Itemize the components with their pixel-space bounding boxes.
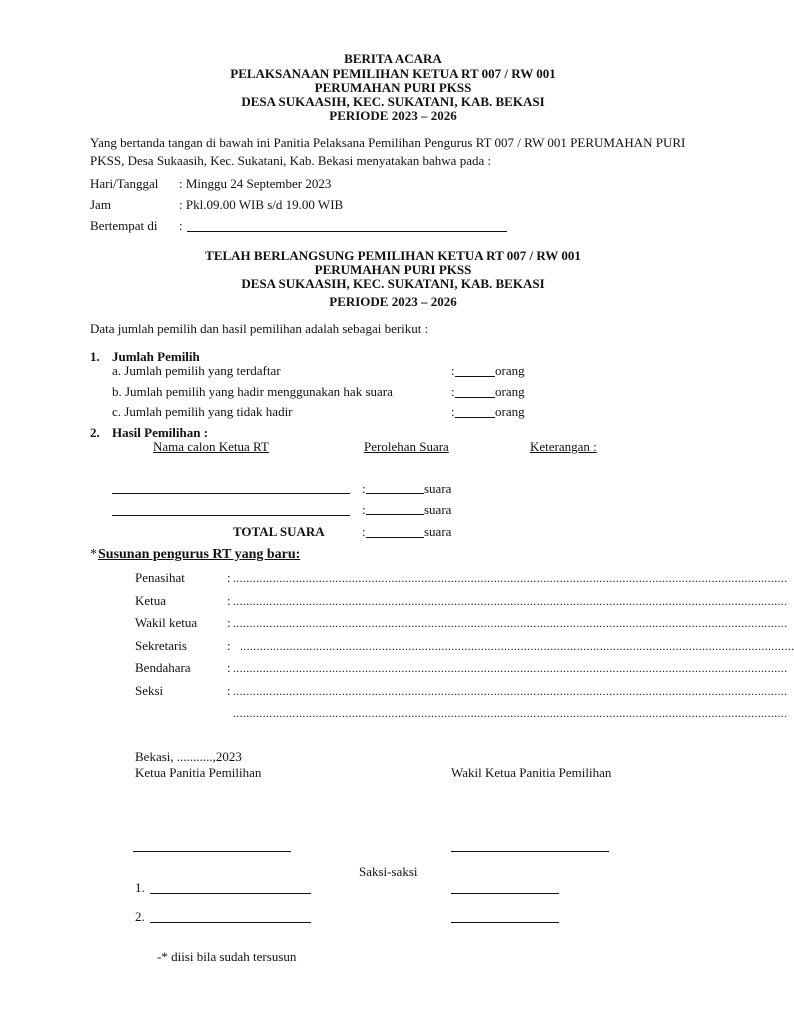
witness-title: Saksi-saksi	[359, 864, 418, 879]
witness-1-number: 1.	[135, 880, 145, 895]
place-colon: :	[179, 218, 183, 233]
role-penasihat: Penasihat	[135, 570, 185, 585]
role-penasihat-colon: :	[227, 570, 231, 585]
time-label: Jam	[90, 197, 111, 212]
absent-voters-unit: orang	[495, 404, 525, 419]
witness-1-right-line[interactable]	[451, 893, 559, 894]
candidate-2-name-blank[interactable]	[112, 515, 350, 516]
date-label: Hari/Tanggal	[90, 176, 159, 191]
section-2-title: Hasil Pemilihan :	[112, 425, 209, 440]
witness-2-left-line[interactable]	[150, 922, 311, 923]
total-votes-label: TOTAL SUARA	[233, 524, 325, 539]
candidate-2-unit: suara	[424, 502, 452, 517]
title-line-3: PERUMAHAN PURI PKSS	[314, 80, 472, 95]
present-voters-unit: orang	[495, 384, 525, 399]
present-voters-blank[interactable]	[455, 397, 495, 398]
place-date: Bekasi, ...........,2023	[135, 749, 242, 764]
role-ketua-dots[interactable]: ........................................................................................................................................................................	[233, 594, 788, 608]
subtitle-line-2: PERUMAHAN PURI PKSS	[314, 262, 472, 277]
data-intro: Data jumlah pemilih dan hasil pemilihan adalah sebagai berikut :	[90, 321, 429, 336]
role-wakil-ketua: Wakil ketua	[135, 615, 198, 630]
registered-voters-colon: :	[451, 363, 455, 378]
subtitle-line-4: PERIODE 2023 – 2026	[329, 294, 457, 309]
candidate-1-colon: :	[362, 481, 366, 496]
candidate-2-votes-blank[interactable]	[366, 514, 424, 515]
title-line-2: PELAKSANAAN PEMILIHAN KETUA RT 007 / RW 001	[230, 66, 556, 81]
footnote: -* diisi bila sudah tersusun	[157, 949, 297, 964]
role-wakil-ketua-dots[interactable]: ........................................................................................................................................................................	[233, 616, 788, 630]
intro-paragraph: Yang bertanda tangan di bawah ini Panitia Pelaksana Pemilihan Pengurus RT 007 / RW 001 PERUMAHAN PURI PKSS, Desa Sukaasih, Kec. Sukatani, Kab. Bekasi menyatakan bahwa pada :	[90, 135, 686, 168]
candidate-1-name-blank[interactable]	[112, 493, 350, 494]
absent-voters-blank[interactable]	[455, 417, 495, 418]
place-blank-line[interactable]	[187, 231, 507, 232]
total-votes-blank[interactable]	[366, 537, 424, 538]
total-votes-unit: suara	[424, 524, 452, 539]
absent-voters-colon: :	[451, 404, 455, 419]
role-ketua: Ketua	[135, 593, 167, 608]
col-candidate-name: Nama calon Ketua RT	[153, 439, 269, 454]
candidate-1-votes-blank[interactable]	[366, 493, 424, 494]
pengurus-marker: *	[90, 547, 97, 562]
absent-voters-label: c. Jumlah pemilih yang tidak hadir	[112, 404, 293, 419]
role-sekretaris-colon: :	[227, 638, 231, 653]
role-seksi-colon: :	[227, 683, 231, 698]
role-seksi: Seksi	[135, 683, 164, 698]
role-bendahara: Bendahara	[135, 660, 191, 675]
section-1-number: 1.	[90, 349, 100, 364]
section-1-title: Jumlah Pemilih	[112, 349, 200, 364]
witness-1-left-line[interactable]	[150, 893, 311, 894]
role-bendahara-colon: :	[227, 660, 231, 675]
total-votes-colon: :	[362, 524, 366, 539]
role-sekretaris-dots[interactable]: ........................................................................................................................................................................	[240, 639, 794, 653]
title-line-4: DESA SUKAASIH, KEC. SUKATANI, KAB. BEKASI	[241, 94, 545, 109]
title-line-5: PERIODE 2023 – 2026	[329, 108, 457, 123]
subtitle-line-1: TELAH BERLANGSUNG PEMILIHAN KETUA RT 007 / RW 001	[205, 248, 581, 263]
col-notes: Keterangan :	[530, 439, 597, 454]
place-label: Bertempat di	[90, 218, 158, 233]
committee-chair-title: Ketua Panitia Pemilihan	[135, 765, 262, 780]
present-voters-colon: :	[451, 384, 455, 399]
title-line-1: BERITA ACARA	[344, 51, 442, 66]
role-seksi-dots[interactable]: ........................................................................................................................................................................	[233, 684, 788, 698]
pengurus-title: Susunan pengurus RT yang baru:	[98, 547, 301, 562]
committee-chair-signature-line[interactable]	[133, 851, 291, 852]
present-voters-label: b. Jumlah pemilih yang hadir menggunakan hak suara	[112, 384, 393, 399]
committee-vice-chair-signature-line[interactable]	[451, 851, 609, 852]
candidate-2-colon: :	[362, 502, 366, 517]
witness-2-number: 2.	[135, 909, 145, 924]
role-seksi-dots-2[interactable]: ........................................................................................................................................................................	[233, 706, 788, 720]
section-2-number: 2.	[90, 425, 100, 440]
registered-voters-unit: orang	[495, 363, 525, 378]
role-ketua-colon: :	[227, 593, 231, 608]
col-vote-count: Perolehan Suara	[364, 439, 449, 454]
role-bendahara-dots[interactable]: ........................................................................................................................................................................	[233, 661, 788, 675]
role-wakil-ketua-colon: :	[227, 615, 231, 630]
registered-voters-label: a. Jumlah pemilih yang terdaftar	[112, 363, 281, 378]
candidate-1-unit: suara	[424, 481, 452, 496]
witness-2-right-line[interactable]	[451, 922, 559, 923]
registered-voters-blank[interactable]	[455, 376, 495, 377]
committee-vice-chair-title: Wakil Ketua Panitia Pemilihan	[451, 765, 612, 780]
date-value: : Minggu 24 September 2023	[179, 176, 332, 191]
role-sekretaris: Sekretaris	[135, 638, 187, 653]
subtitle-line-3: DESA SUKAASIH, KEC. SUKATANI, KAB. BEKASI	[241, 276, 545, 291]
role-penasihat-dots[interactable]: ........................................................................................................................................................................	[233, 571, 788, 585]
time-value: : Pkl.09.00 WIB s/d 19.00 WIB	[179, 197, 344, 212]
